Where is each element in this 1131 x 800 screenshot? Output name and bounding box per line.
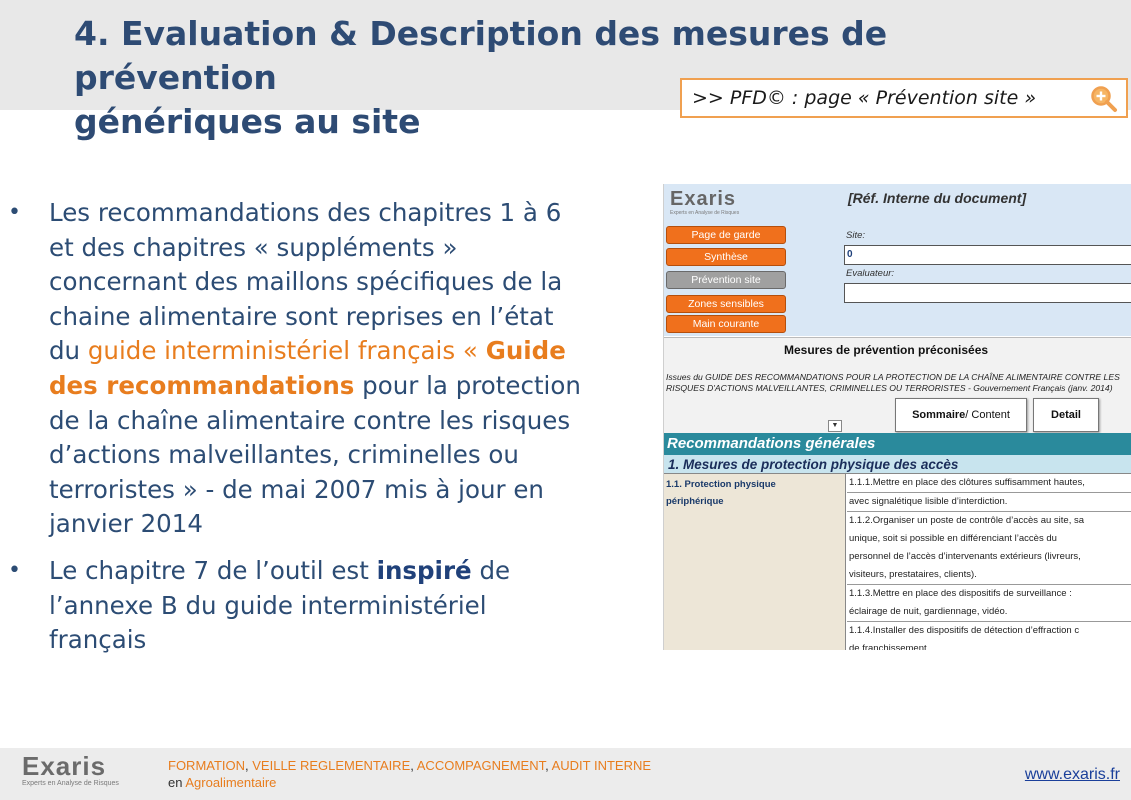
- site-field[interactable]: 0: [844, 245, 1131, 265]
- bullet-1-text: janvier 2014: [49, 509, 203, 539]
- nav-synthese-button[interactable]: Synthèse: [666, 248, 786, 266]
- bullet-2-bold: inspiré: [376, 555, 472, 585]
- bullet-1-text: Les recommandations des chapitres 1 à 6: [49, 198, 562, 227]
- table-cells: [847, 474, 1131, 650]
- website-link[interactable]: www.exaris.fr: [1024, 766, 1120, 783]
- footer-en: en: [168, 775, 186, 790]
- table-cell: 1.1.1.Mettre en place des clôtures suffisamment hautes,: [847, 474, 1131, 493]
- bullet-2-text: l’annexe B du guide interministériel: [49, 590, 487, 620]
- pfd-link-box[interactable]: [680, 78, 1128, 118]
- sommaire-button[interactable]: [895, 398, 1027, 432]
- table-row-label-cell: [664, 474, 846, 650]
- evaluateur-field[interactable]: [844, 283, 1131, 303]
- bullet-1-text: concernant des maillons spécifiques de la: [49, 267, 563, 297]
- bullet-2-text: français: [49, 625, 147, 655]
- guide-title: des recommandations: [49, 370, 355, 400]
- table-cell: 1.1.3.Mettre en place des dispositifs de surveillance :: [849, 588, 1072, 599]
- table-cell: unique, soit si possible en différenciant l’accès du: [849, 533, 1057, 544]
- footer-sep: ,: [410, 758, 417, 773]
- bullet-1-text: terroristes » - de mai 2007 mis à jour en: [49, 474, 544, 504]
- evaluateur-label: Evaluateur:: [846, 268, 895, 279]
- footer-sep: ,: [545, 758, 552, 773]
- logo-tagline: Experts en Analyse de Risques: [670, 210, 740, 216]
- screenshot-logo: [670, 188, 780, 228]
- table-cell: personnel de l’accès d’intervenants extérieurs (livreurs,: [849, 551, 1081, 562]
- bullet-2-text: de: [471, 555, 511, 585]
- site-label: Site:: [846, 230, 866, 241]
- mesures-description: Issues du GUIDE DES RECOMMANDATIONS POUR LA PROTECTION DE LA CHAÎNE ALIMENTAIRE CONTRE LES RISQUES D'ACTIONS MALVEILLANTES, CRIMINELLES OU TERRORISTES - Gouvernement Français (janv. 2014): [666, 372, 1120, 393]
- bullet-item: [8, 196, 648, 542]
- table-cell: de franchissement.: [847, 640, 1131, 650]
- bullet-1-text: pour la protection: [354, 370, 581, 400]
- table-cell: éclairage de nuit, gardiennage, vidéo.: [847, 603, 1131, 622]
- bullet-1-text: et des chapitres « suppléments »: [49, 232, 458, 262]
- mesures-section: [664, 337, 1131, 433]
- footer-sector: [168, 775, 276, 790]
- footer-service: ACCOMPAGNEMENT: [416, 758, 546, 773]
- bullet-1-text: du: [49, 336, 88, 366]
- footer-sep: ,: [245, 758, 253, 773]
- detail-button[interactable]: Detail: [1033, 398, 1099, 432]
- bullet-2-text: Le chapitre 7 de l’outil est: [49, 555, 377, 585]
- bullet-item: [8, 554, 648, 658]
- nav-zones-sensibles-button[interactable]: Zones sensibles: [666, 295, 786, 313]
- guide-title: Guide: [485, 336, 566, 366]
- bullet-list: [8, 196, 648, 670]
- title-line-2: génériques au site: [74, 102, 421, 141]
- nav-page-de-garde-button[interactable]: Page de garde: [666, 226, 786, 244]
- tool-screenshot: [663, 184, 1131, 650]
- sommaire-label-rest: / Content: [965, 409, 1010, 421]
- footer: [0, 748, 1131, 800]
- mesures-title: Mesures de prévention préconisées: [784, 343, 989, 357]
- bullet-1-text: de la chaîne alimentaire contre les risques: [49, 405, 571, 435]
- bullet-dot: •: [8, 200, 21, 225]
- footer-service: FORMATION: [168, 758, 246, 773]
- footer-service: AUDIT INTERNE: [551, 758, 652, 773]
- bullet-dot: •: [8, 557, 21, 583]
- nav-prevention-site-button[interactable]: Prévention site: [666, 271, 786, 289]
- bullet-1-text: d’actions malveillantes, criminelles ou: [49, 440, 519, 470]
- title-line-1: 4. Evaluation & Description des mesures de prévention: [74, 14, 888, 97]
- footer-service: VEILLE REGLEMENTAIRE: [252, 758, 411, 773]
- pfd-link-text: >> PFD© : page « Prévention site »: [692, 87, 1037, 109]
- zoom-in-icon[interactable]: [1090, 85, 1118, 113]
- nav-main-courante-button[interactable]: Main courante: [666, 315, 786, 333]
- footer-logo-word: Exaris: [22, 751, 107, 781]
- table-cell: 1.1.2.Organiser un poste de contrôle d’accès au site, sa: [849, 515, 1084, 526]
- footer-services: [168, 758, 651, 773]
- ref-interne: [Réf. Interne du document]: [848, 190, 1027, 206]
- footer-sector-name: Agroalimentaire: [185, 775, 277, 790]
- footer-logo: [22, 752, 144, 796]
- footer-logo-tagline: Experts en Analyse de Risques: [22, 780, 119, 787]
- row-label: 1.1. Protection physique périphérique: [666, 479, 776, 507]
- table-cell: avec signalétique lisible d’interdiction.: [847, 493, 1131, 512]
- table-cell: visiteurs, prestataires, clients).: [847, 566, 1131, 585]
- logo-word: Exaris: [670, 188, 737, 210]
- section-heading: 1. Mesures de protection physique des accès: [664, 455, 1131, 474]
- bullet-1-text: «: [455, 336, 486, 366]
- bullet-1-text: chaine alimentaire sont reprises en l’état: [49, 301, 554, 331]
- table-cell: 1.1.4.Installer des dispositifs de détection d’effraction c: [849, 625, 1080, 636]
- sommaire-label: Sommaire: [912, 409, 966, 421]
- guide-link[interactable]: guide interministériel français: [87, 336, 456, 366]
- dropdown-arrow-icon[interactable]: ▼: [828, 420, 842, 432]
- recommandations-generales-header: Recommandations générales: [664, 433, 1131, 455]
